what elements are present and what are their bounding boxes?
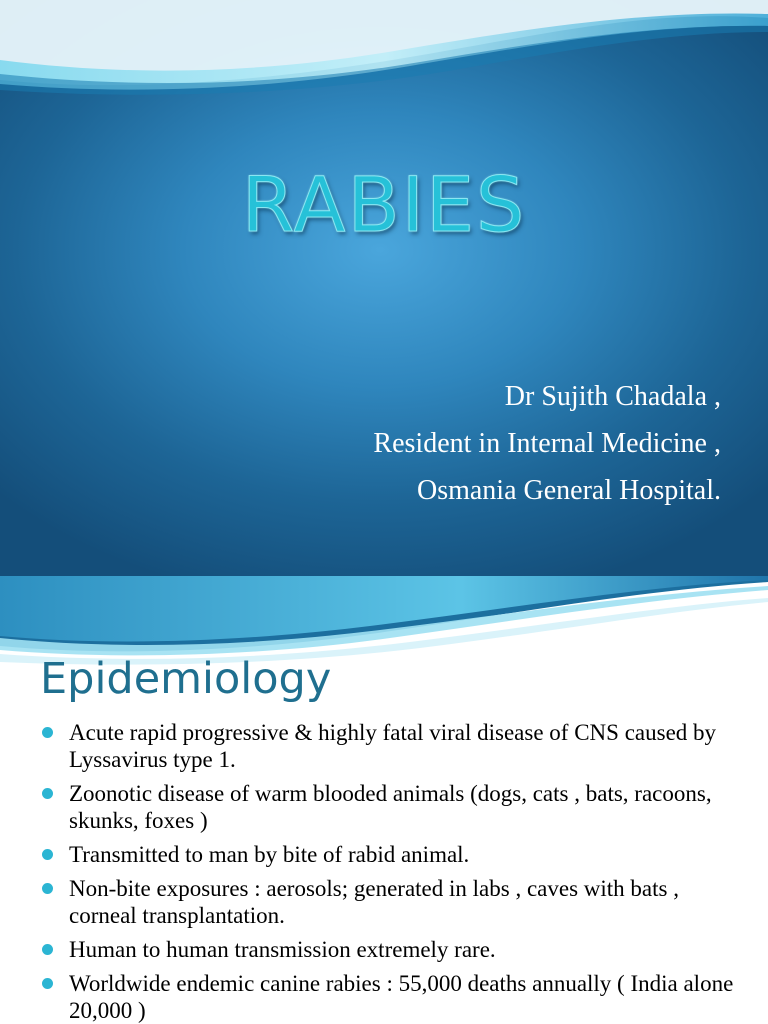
bullet-text: Zoonotic disease of warm blooded animals (dogs, cats , bats, racoons, skunks, foxes ) [69,781,712,833]
bullet-text: Non-bite exposures : aerosols; generated in labs , caves with bats , corneal transplantation. [69,876,679,928]
bullet-text: Human to human transmission extremely rare. [69,937,496,962]
bullet-icon [42,883,53,894]
bullet-text: Worldwide endemic canine rabies : 55,000 deaths annually ( India alone 20,000 ) [69,971,734,1023]
author-block [373,373,721,514]
slide-title: RABIES [241,160,527,249]
bullet-text: Acute rapid progressive & highly fatal viral disease of CNS caused by Lyssavirus type 1. [69,720,717,772]
content-slide [0,576,768,1024]
author-position: Resident in Internal Medicine , [373,428,721,459]
bullet-icon [42,849,53,860]
list-item [40,970,750,1024]
decorative-wave-top [0,0,768,100]
list-item [40,841,750,868]
bullet-text: Transmitted to man by bite of rabid animal. [69,842,470,867]
bullet-icon [42,788,53,799]
author-institution: Osmania General Hospital. [416,475,721,506]
list-item [40,936,750,963]
decorative-wave-top [0,576,768,666]
slide-heading: Epidemiology [40,654,332,704]
author-name: Dr Sujith Chadala , [504,381,721,412]
bullet-icon [42,978,53,989]
list-item [40,780,750,834]
bullet-list [40,719,750,1024]
bullet-icon [42,944,53,955]
list-item [40,875,750,929]
list-item [40,719,750,773]
bullet-icon [42,727,53,738]
